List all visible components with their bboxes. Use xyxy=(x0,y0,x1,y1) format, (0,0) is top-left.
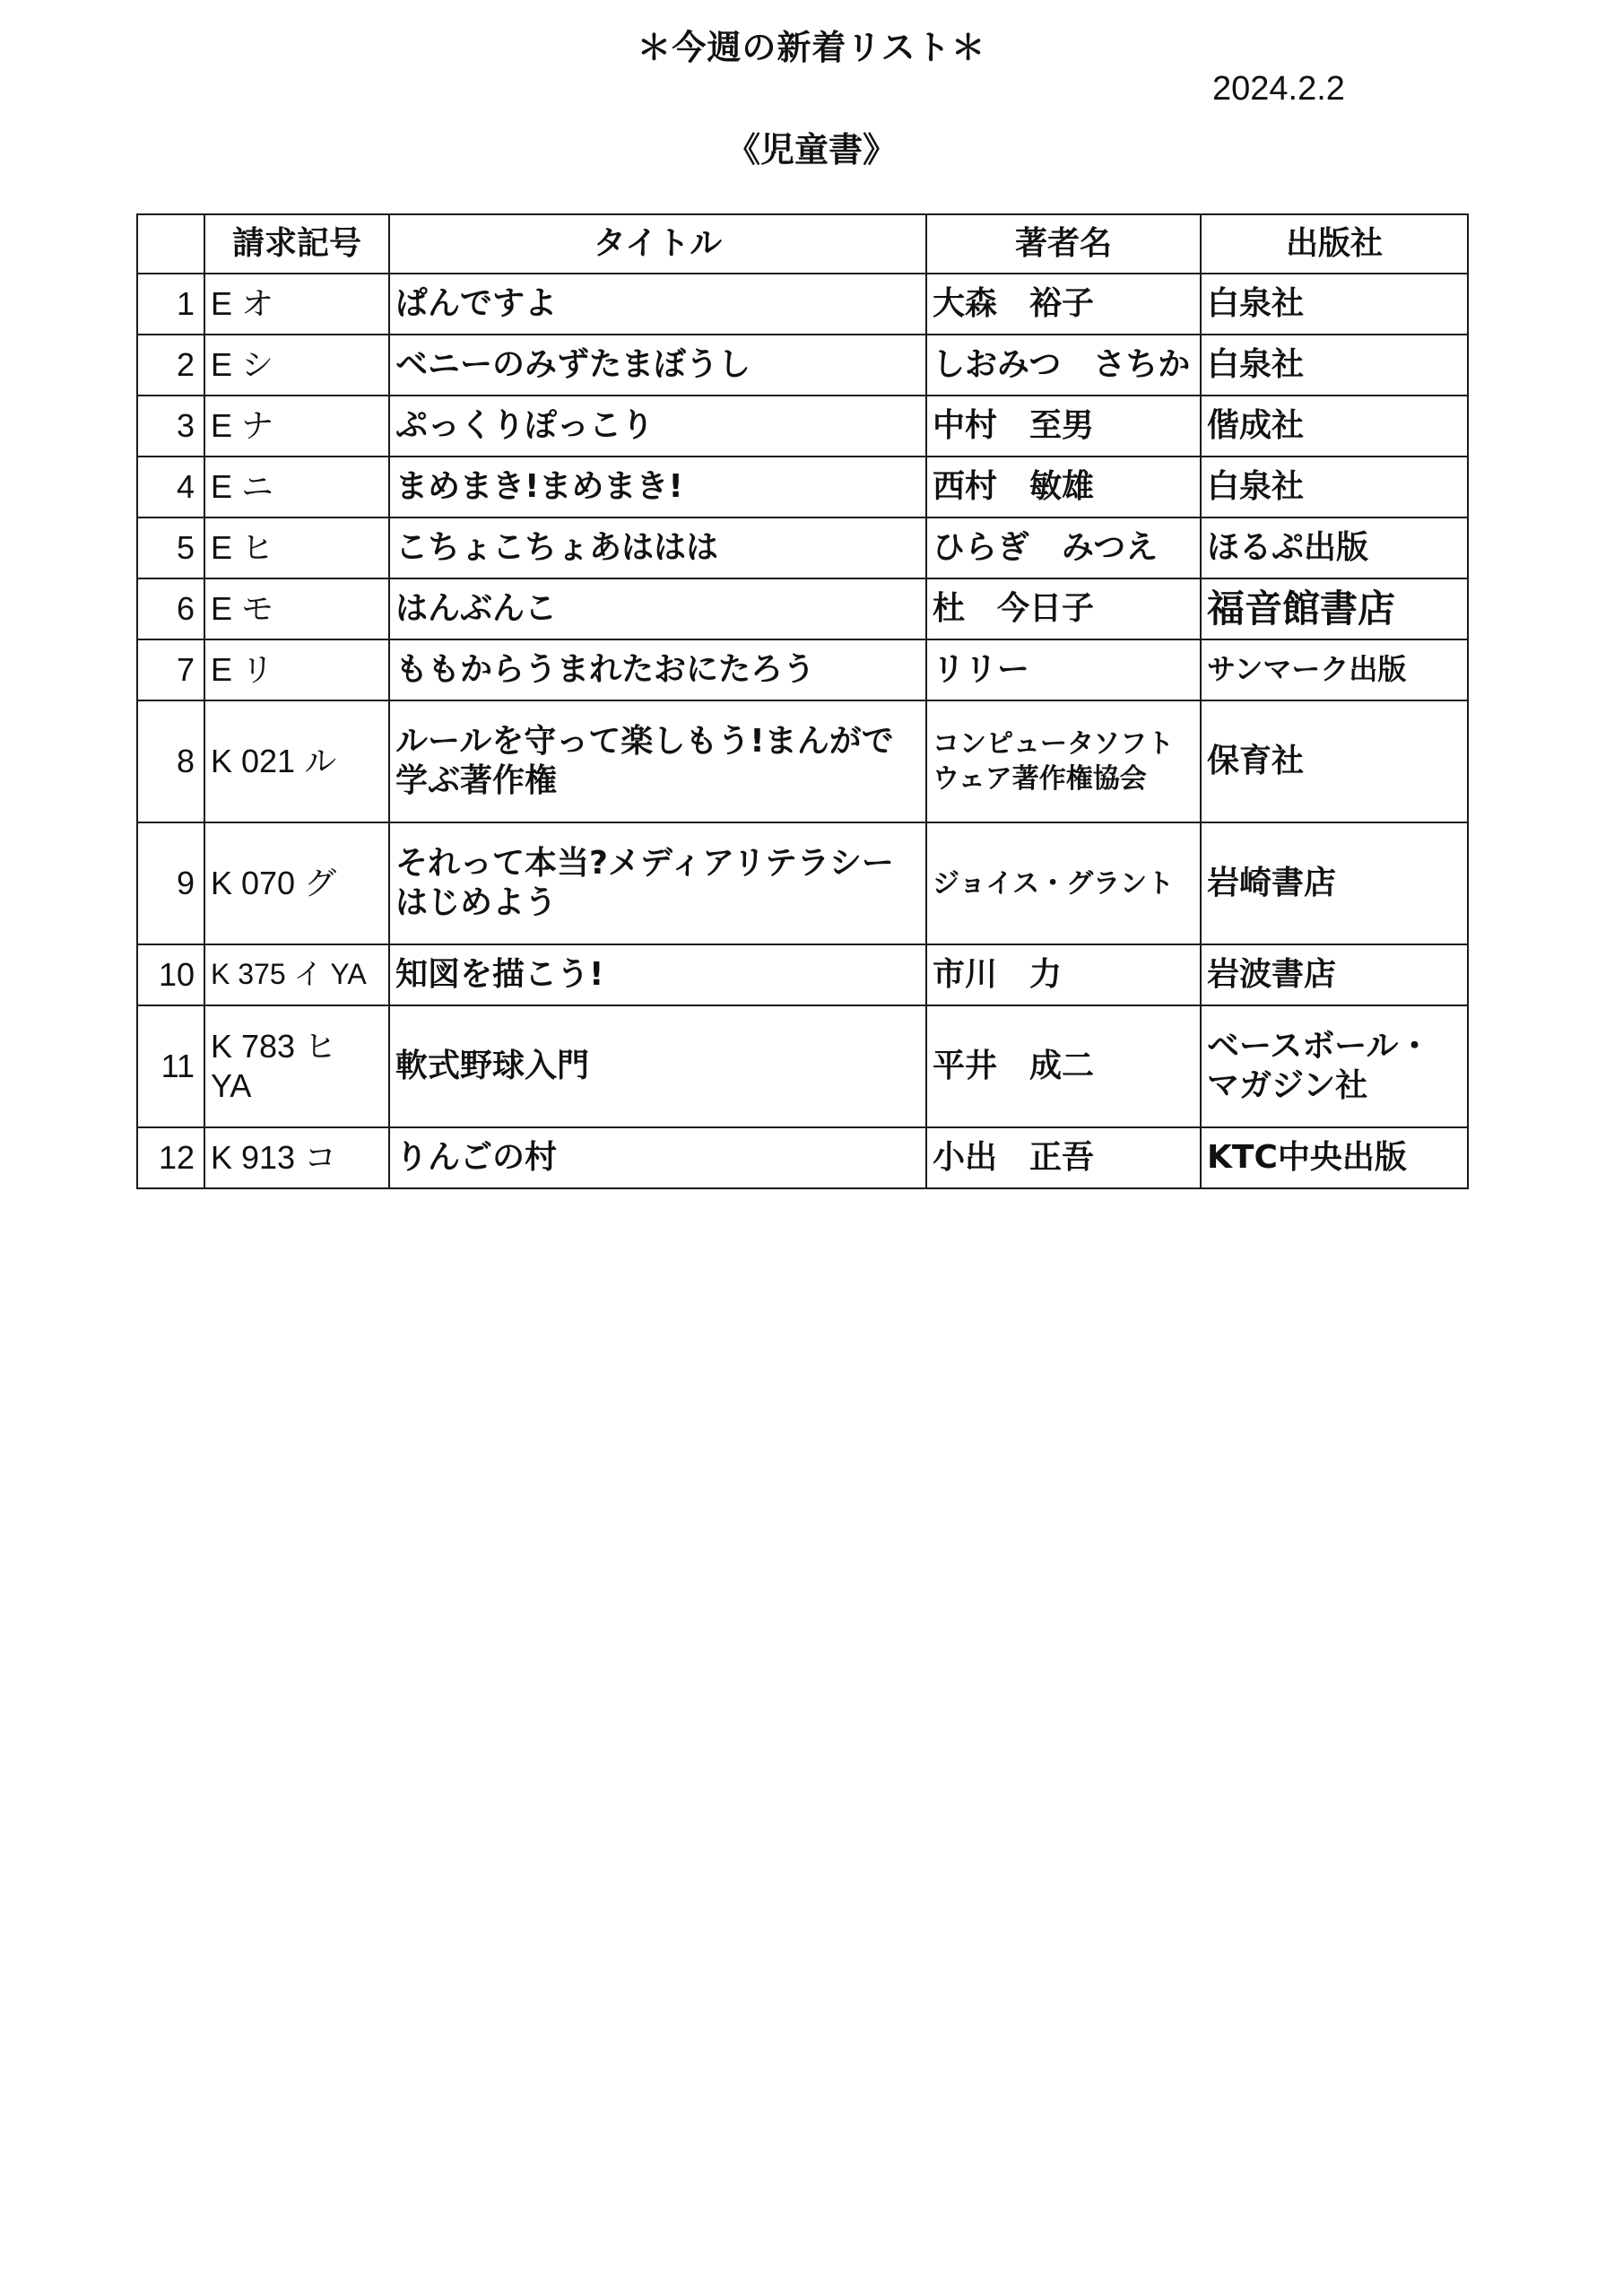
book-publisher: 岩崎書店 xyxy=(1201,822,1468,944)
book-publisher: 福音館書店 xyxy=(1201,578,1468,639)
new-arrivals-table xyxy=(136,213,1469,1189)
row-number: 1 xyxy=(137,274,204,335)
book-author: 大森 裕子 xyxy=(926,274,1201,335)
header-author: 著者名 xyxy=(926,214,1201,274)
book-publisher: 岩波書店 xyxy=(1201,944,1468,1005)
book-title: 知図を描こう! xyxy=(389,944,926,1005)
book-title: ももからうまれたおにたろう xyxy=(389,639,926,700)
table-row xyxy=(137,396,1468,457)
header-title: タイトル xyxy=(389,214,926,274)
book-title: ベニーのみずたまぼうし xyxy=(389,335,926,396)
call-number: K 783 ヒ YA xyxy=(204,1005,389,1127)
page-title: ＊今週の新着リスト＊ xyxy=(637,28,986,67)
table-row xyxy=(137,517,1468,578)
table-row xyxy=(137,944,1468,1005)
row-number: 3 xyxy=(137,396,204,457)
book-author: リリー xyxy=(926,639,1201,700)
book-author: 小出 正吾 xyxy=(926,1127,1201,1188)
book-author: ジョイス・グラント xyxy=(926,822,1201,944)
book-title: まめまき!まめまき! xyxy=(389,457,926,517)
book-title: 軟式野球入門 xyxy=(389,1005,926,1127)
book-publisher: 偕成社 xyxy=(1201,396,1468,457)
book-title: こちょこちょあははは xyxy=(389,517,926,578)
table-header-row xyxy=(137,214,1468,274)
table-row xyxy=(137,700,1468,822)
call-number: K 375 イ YA xyxy=(204,944,389,1005)
call-number: E ヒ xyxy=(204,517,389,578)
header-no xyxy=(137,214,204,274)
book-publisher: 白泉社 xyxy=(1201,335,1468,396)
table-row xyxy=(137,822,1468,944)
row-number: 8 xyxy=(137,700,204,822)
book-author: ひらぎ みつえ xyxy=(926,517,1201,578)
call-number: K 021 ル xyxy=(204,700,389,822)
book-title: ぱんですよ xyxy=(389,274,926,335)
header-publisher: 出版社 xyxy=(1201,214,1468,274)
book-author: しおみつ さちか xyxy=(926,335,1201,396)
table-row xyxy=(137,457,1468,517)
book-publisher: 白泉社 xyxy=(1201,274,1468,335)
call-number: E シ xyxy=(204,335,389,396)
row-number: 5 xyxy=(137,517,204,578)
book-publisher: KTC中央出版 xyxy=(1201,1127,1468,1188)
book-title: ぷっくりぽっこり xyxy=(389,396,926,457)
book-title: はんぶんこ xyxy=(389,578,926,639)
row-number: 10 xyxy=(137,944,204,1005)
table-row xyxy=(137,578,1468,639)
book-title: ルールを守って楽しもう!まんがで学ぶ著作権 xyxy=(389,700,926,822)
book-publisher: 保育社 xyxy=(1201,700,1468,822)
header-call-number: 請求記号 xyxy=(204,214,389,274)
row-number: 9 xyxy=(137,822,204,944)
call-number: E ニ xyxy=(204,457,389,517)
row-number: 7 xyxy=(137,639,204,700)
book-author: 西村 敏雄 xyxy=(926,457,1201,517)
document-date: 2024.2.2 xyxy=(1212,70,1345,108)
section-title: 《児童書》 xyxy=(725,130,897,170)
row-number: 11 xyxy=(137,1005,204,1127)
book-publisher: ほるぷ出版 xyxy=(1201,517,1468,578)
call-number: E リ xyxy=(204,639,389,700)
table-row xyxy=(137,1127,1468,1188)
book-publisher: 白泉社 xyxy=(1201,457,1468,517)
table-row xyxy=(137,639,1468,700)
call-number: E オ xyxy=(204,274,389,335)
book-title: りんごの村 xyxy=(389,1127,926,1188)
table-row xyxy=(137,274,1468,335)
row-number: 12 xyxy=(137,1127,204,1188)
row-number: 6 xyxy=(137,578,204,639)
book-author: 市川 力 xyxy=(926,944,1201,1005)
book-author: コンピュータソフトウェア著作権協会 xyxy=(926,700,1201,822)
row-number: 2 xyxy=(137,335,204,396)
book-author: 中村 至男 xyxy=(926,396,1201,457)
table-row xyxy=(137,1005,1468,1127)
book-author: 杜 今日子 xyxy=(926,578,1201,639)
call-number: E ナ xyxy=(204,396,389,457)
book-title: それって本当?メディアリテラシーはじめよう xyxy=(389,822,926,944)
table-row xyxy=(137,335,1468,396)
call-number: E モ xyxy=(204,578,389,639)
call-number: K 913 コ xyxy=(204,1127,389,1188)
call-number: K 070 グ xyxy=(204,822,389,944)
row-number: 4 xyxy=(137,457,204,517)
book-publisher: ベースボール・マガジン社 xyxy=(1201,1005,1468,1127)
book-author: 平井 成二 xyxy=(926,1005,1201,1127)
book-publisher: サンマーク出版 xyxy=(1201,639,1468,700)
